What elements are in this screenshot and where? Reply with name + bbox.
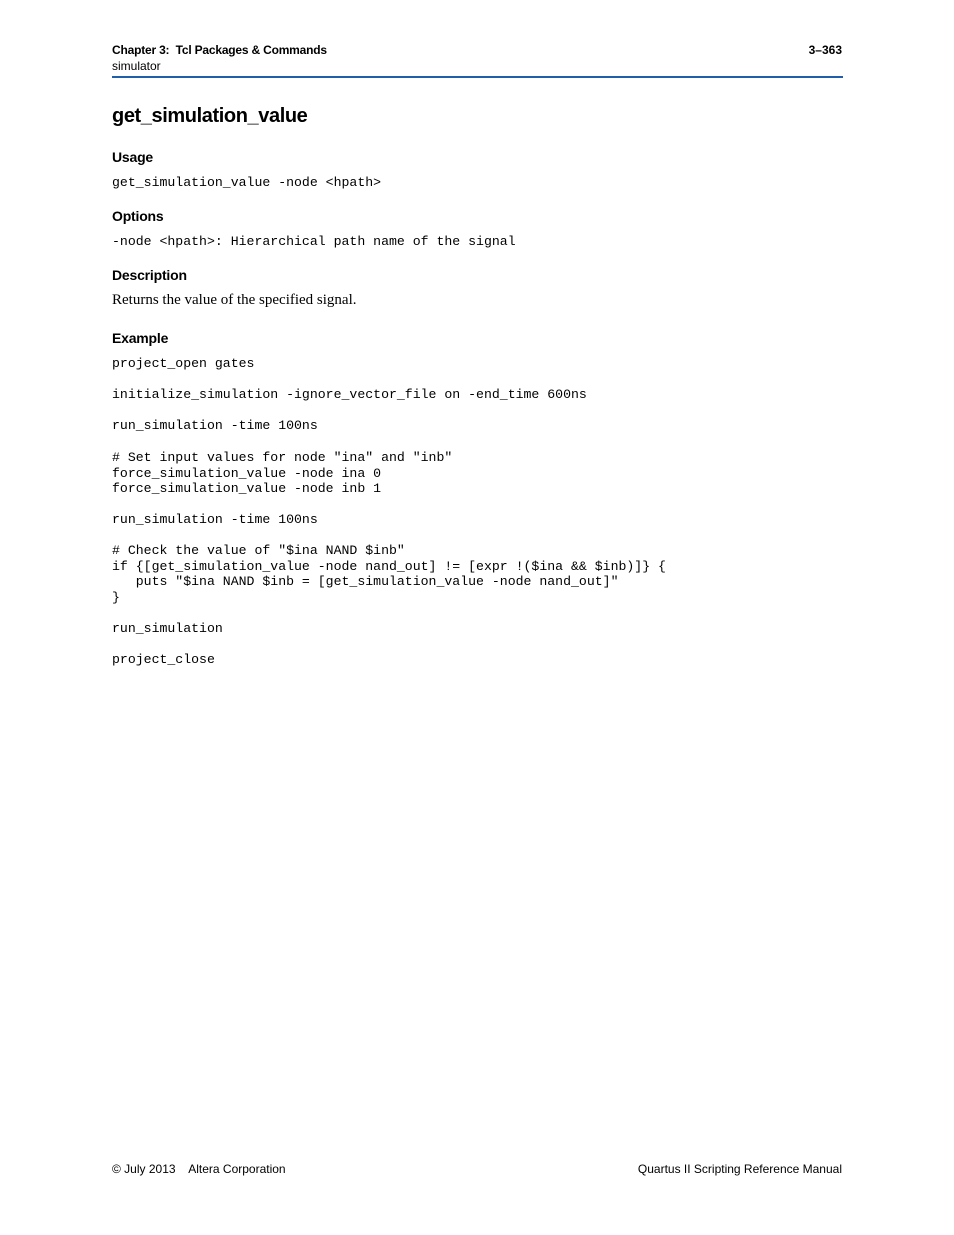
example-code-block: project_close — [112, 652, 215, 667]
example-code-block: project_open gates — [112, 356, 255, 371]
description-heading: Description — [112, 267, 187, 283]
description-text: Returns the value of the specified signal. — [112, 292, 357, 308]
example-code-block: run_simulation -time 100ns — [112, 512, 318, 527]
chapter-title: Chapter 3: Tcl Packages & Commands — [112, 43, 327, 57]
footer-manual-title: Quartus II Scripting Reference Manual — [637, 1162, 842, 1176]
example-code-block: run_simulation — [112, 621, 223, 636]
page-number: 3–363 — [808, 43, 842, 57]
usage-heading: Usage — [112, 149, 154, 165]
footer-copyright: © July 2013 Altera Corporation — [112, 1162, 286, 1176]
example-code-block: initialize_simulation -ignore_vector_file on -end_time 600ns — [112, 387, 587, 402]
example-code-block: run_simulation -time 100ns — [112, 418, 318, 433]
page-title: get_simulation_value — [112, 105, 308, 127]
usage-code: get_simulation_value -node <hpath> — [112, 175, 382, 190]
options-code: -node <hpath>: Hierarchical path name of the signal — [112, 234, 516, 249]
example-code-block: # Set input values for node "ina" and "inb" force_simulation_value -node ina 0 force_simulation_value -node inb 1 — [112, 450, 453, 497]
section-name: simulator — [112, 59, 161, 73]
header-rule — [112, 76, 843, 78]
options-heading: Options — [112, 208, 164, 224]
example-heading: Example — [112, 330, 169, 346]
example-code-block: # Check the value of "$ina NAND $inb" if {[get_simulation_value -node nand_out] != [expr !($ina && $inb)]} { puts "$ina NAND $inb = [get_simulation_value -node nand_out]" } — [112, 543, 666, 605]
